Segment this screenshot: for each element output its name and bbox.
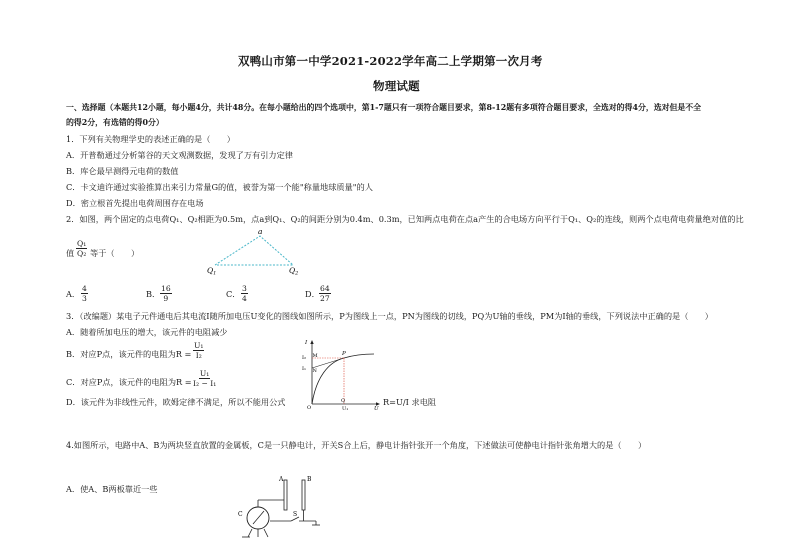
q3-graph-label-o: O [307, 405, 312, 410]
q2-option-d-fraction [319, 284, 331, 303]
q2-ratio-numerator: Q₁ [77, 239, 87, 248]
q2-option-a-label: A． [66, 289, 81, 299]
q2-option-b-den: 9 [163, 294, 169, 303]
q3-graph-label-i2: I₂ [302, 355, 306, 361]
q1-option-c: C．卡文迪许通过实验推算出来引力常量G的值，被誉为第一个能"称量地球质量"的人 [66, 182, 373, 192]
exam-subtitle: 物理试题 [373, 79, 420, 93]
q4-plate-a [284, 480, 287, 510]
q2-option-d-label: D． [305, 289, 320, 299]
q3-option-d: D．该元件为非线性元件，欧姆定律不满足，所以不能用公式 [66, 397, 286, 407]
q4-circuit-figure [236, 474, 326, 542]
q3-option-c-fraction [192, 369, 217, 388]
q3-option-b-fraction [193, 341, 204, 360]
q2-ratio-fraction [76, 239, 87, 258]
q2-stem: 2．如图，两个固定的点电荷Q₁、Q₂相距为0.5m，点a到Q₁、Q₂的间距分别为0.4m、0.3m，已知两点电荷在点a产生的合电场方向平行于Q₁、Q₂的连线，则两个点电荷电荷量绝对值的比 [66, 214, 744, 224]
q1-option-a: A．开普勒通过分析第谷的天文观测数据，发现了万有引力定律 [66, 150, 293, 160]
q4-option-a: A．使A、B两板靠近一些 [66, 484, 158, 494]
q3-graph-label-q: Q [341, 398, 346, 404]
q3-option-b-prefix: B．对应P点，该元件的电阻为R = [66, 349, 192, 359]
q2-label-a: a [258, 228, 263, 236]
q2-stem-line2-prefix: 值 [66, 248, 75, 258]
q3-graph-label-i: I [305, 340, 308, 346]
q4-electrometer-base [248, 529, 268, 537]
q4-plate-b [302, 480, 305, 510]
q2-option-d-den: 27 [320, 294, 330, 303]
q1-option-b: B．库仑最早测得元电荷的数值 [66, 166, 179, 176]
q2-option-b-fraction [160, 284, 172, 303]
q3-iu-curve [312, 354, 374, 404]
q4-label-a: A [279, 476, 284, 483]
q2-option-c-label: C． [226, 289, 241, 299]
q1-option-d: D．密立根首先提出电荷周围存在电场 [66, 198, 204, 208]
q3-graph-label-p: P [342, 351, 346, 357]
q3-iu-graph [302, 338, 382, 410]
q3-option-c-den: I₂ − I₁ [193, 379, 217, 388]
q3-graph-label-n: N [312, 368, 317, 374]
q2-stem-line2-suffix: 等于（ ） [90, 248, 140, 258]
q4-label-b: B [307, 476, 312, 483]
q2-option-c-den: 4 [242, 294, 247, 303]
q2-option-c-num: 3 [242, 284, 247, 293]
q2-label-q2: $Q_2$ [289, 266, 299, 277]
q1-stem: 1．下列有关物理学史的表述正确的是（ ） [66, 134, 235, 144]
q2-option-b-num: 16 [161, 284, 171, 293]
q3-option-b-den: I₂ [195, 351, 202, 360]
q3-stem: 3．（改编题）某电子元件通电后其电流I随所加电压U变化的图线如图所示，P为图线上一点，PN为图线的切线，PQ为U轴的垂线，PM为I轴的垂线，下列说法中正确的是（ ） [66, 311, 713, 321]
section-heading-line2: 的得2分，有选错的得0分） [66, 118, 164, 127]
q3-graph-label-u1: U₁ [342, 406, 349, 410]
q4-label-s: S [293, 511, 298, 518]
q3-axis-i-arrow [310, 340, 313, 344]
q2-option-b-label: B． [146, 289, 161, 299]
q3-tangent-pn [312, 358, 344, 368]
q2-triangle-dotted [215, 236, 293, 265]
q4-electrometer-needle [253, 511, 264, 524]
q3-graph-label-u: U [374, 406, 379, 410]
q2-label-q1: $Q_1$ [207, 266, 217, 277]
q3-option-c-num: U₁ [199, 369, 210, 378]
section-heading-line1: 一、选择题（本题共12小题，每小题4分，共计48分。在每小题给出的四个选项中，第1-7题只有一项符合题目要求，第8-12题有多项符合题目要求，全选对的得4分，选对但是不全 [66, 103, 702, 112]
q2-option-a-fraction [81, 284, 88, 303]
q3-option-b-num: U₁ [194, 341, 204, 350]
q2-option-d-num: 64 [320, 284, 330, 293]
q3-graph-label-i1: I₁ [302, 366, 306, 372]
q2-option-a-den: 3 [82, 294, 87, 303]
q4-stem: 4.如图所示，电路中A、B为两块竖直放置的金属板，C是一只静电计，开关S合上后，静电计指针张开一个角度，下述做法可使静电计指针张角增大的是（ ） [66, 440, 647, 450]
q2-triangle-figure [205, 228, 305, 278]
q3-graph-label-m: M [312, 353, 318, 359]
q4-label-c: C [238, 511, 243, 518]
q2-option-c-fraction [241, 284, 248, 303]
q3-option-a: A．随着所加电压的增大，该元件的电阻减少 [66, 327, 228, 337]
q3-option-d-suffix: R=U/I 求电阻 [383, 397, 437, 407]
exam-title: 双鸭山市第一中学2021-2022学年高二上学期第一次月考 [238, 54, 543, 68]
q2-ratio-denominator: Q₂ [77, 249, 87, 258]
q3-option-c-prefix: C．对应P点，该元件的电阻为R = [66, 377, 192, 387]
q2-option-a-num: 4 [82, 284, 87, 293]
